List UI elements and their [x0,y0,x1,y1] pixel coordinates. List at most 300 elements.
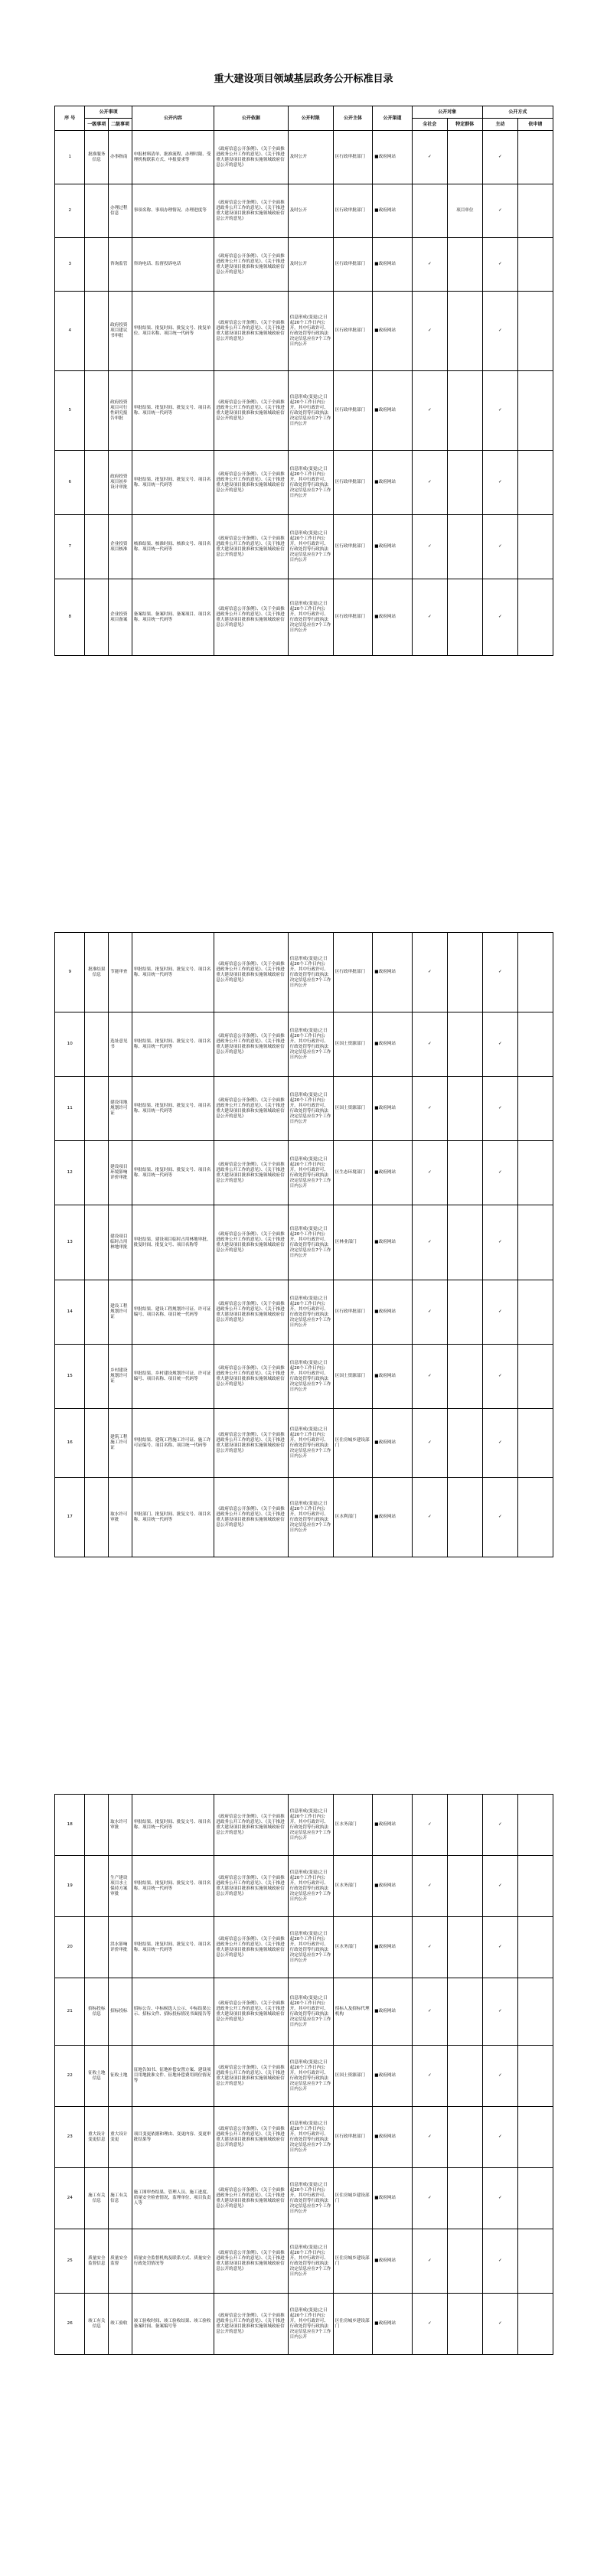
row-request-check [517,515,553,579]
row-level2: 政府投资项目初步设计审批 [109,451,132,515]
row-level2: 政府投资项目建议书审批 [109,292,132,371]
row-channel: ■政府网站 [373,933,413,1012]
row-channel: ■政府网站 [373,515,413,579]
row-channel: ■政府网站 [373,1141,413,1205]
row-subject: 区国土资源部门 [333,2046,373,2107]
row-active-check: ✓ [482,1077,517,1141]
header-seq: 序 号 [55,106,85,131]
row-seq: 13 [55,1205,85,1280]
row-time: 信息形成(变更)之日起20个工作日内公开。其中行政许可、行政处罚等行政执法决定信息应在7个工作日内公开 [288,1917,333,1978]
row-seq: 9 [55,933,85,1012]
row-all-check: ✓ [412,2168,447,2229]
row-all-check [412,184,447,238]
table-row [55,2294,553,2355]
row-subject: 区住房城乡建设部门 [333,2168,373,2229]
row-active-check: ✓ [482,1478,517,1557]
row-request-check [517,2168,553,2229]
header-subject: 公开主体 [333,106,373,131]
row-level2: 建设工程规划许可证 [109,1280,132,1345]
header-active: 主动 [482,119,517,131]
table-row [55,1141,553,1205]
row-active-check: ✓ [482,2168,517,2229]
row-subject: 区行政审批部门 [333,1280,373,1345]
row-all-check: ✓ [412,1795,447,1856]
row-time: 信息形成(变更)之日起20个工作日内公开。其中行政许可、行政处罚等行政执法决定信息应在7个工作日内公开 [288,1280,333,1345]
row-seq: 10 [55,1012,85,1077]
row-active-check: ✓ [482,1978,517,2046]
row-level1 [85,1280,109,1345]
row-content: 审批结果、批复时间、批复文号、项目名称、项目统一代码等 [132,1077,214,1141]
row-level1 [85,1856,109,1917]
table-row [55,1978,553,2046]
row-level2: 征收土地 [109,2046,132,2107]
row-basis: 《政府信息公开条例》、《关于全面推进政务公开工作的意见》、《关于推进重大建设项目批准和实施领域政府信息公开的意见》 [214,1205,288,1280]
row-request-check [517,1077,553,1141]
row-level2: 洪水影响评价审批 [109,1917,132,1978]
row-content: 核准结果、核准时间、核准文号、项目名称、项目统一代码等 [132,515,214,579]
row-request-check [517,1409,553,1478]
row-subject: 区行政审批部门 [333,2107,373,2168]
row-seq: 16 [55,1409,85,1478]
row-active-check: ✓ [482,1409,517,1478]
row-content: 申报材料清单、批准流程、办理时限、受理机构联系方式、申报要求等 [132,131,214,184]
row-active-check: ✓ [482,515,517,579]
row-channel: ■政府网站 [373,131,413,184]
row-content: 竣工验收时间、竣工验收结果、竣工验收备案时间、备案编号等 [132,2294,214,2355]
row-all-check: ✓ [412,1141,447,1205]
row-subject: 区水务部门 [333,1795,373,1856]
row-seq: 6 [55,451,85,515]
row-time: 信息形成(变更)之日起20个工作日内公开。其中行政许可、行政处罚等行政执法决定信息应在7个工作日内公开 [288,2168,333,2229]
row-seq: 1 [55,131,85,184]
row-content: 审批结果、批复时间、批复文号、批复单位、项目名称、项目统一代码等 [132,292,214,371]
row-specific [447,292,482,371]
row-active-check: ✓ [482,371,517,451]
page-title: 重大建设项目领域基层政务公开标准目录 [214,73,393,85]
row-seq: 24 [55,2168,85,2229]
row-level2: 重大设计变更 [109,2107,132,2168]
row-specific [447,1856,482,1917]
row-basis: 《政府信息公开条例》、《关于全面推进政务公开工作的意见》、《关于推进重大建设项目批准和实施领域政府信息公开的意见》 [214,1345,288,1409]
row-active-check: ✓ [482,1205,517,1280]
row-channel: ■政府网站 [373,184,413,238]
row-channel: ■政府网站 [373,1012,413,1077]
row-active-check: ✓ [482,292,517,371]
row-basis: 《政府信息公开条例》、《关于全面推进政务公开工作的意见》、《关于推进重大建设项目批准和实施领域政府信息公开的意见》 [214,292,288,371]
row-level1 [85,238,109,292]
row-content: 招标公告、中标候选人公示、中标结果公示、招标文件、招标投标情况书面报告等 [132,1978,214,2046]
row-specific [447,933,482,1012]
row-basis: 《政府信息公开条例》、《关于全面推进政务公开工作的意见》、《关于推进重大建设项目批准和实施领域政府信息公开的意见》 [214,515,288,579]
row-level1: 征收土地信息 [85,2046,109,2107]
row-all-check: ✓ [412,1856,447,1917]
row-active-check: ✓ [482,131,517,184]
row-subject: 区国土资源部门 [333,1345,373,1409]
row-time: 信息形成(变更)之日起20个工作日内公开。其中行政许可、行政处罚等行政执法决定信息应在7个工作日内公开 [288,1409,333,1478]
row-seq: 18 [55,1795,85,1856]
header-item: 公开事项 [85,106,132,119]
table-row [55,1409,553,1478]
row-time: 信息形成(变更)之日起20个工作日内公开。其中行政许可、行政处罚等行政执法决定信息应在7个工作日内公开 [288,1012,333,1077]
row-seq: 14 [55,1280,85,1345]
row-active-check: ✓ [482,933,517,1012]
row-channel: ■政府网站 [373,2046,413,2107]
row-request-check [517,1917,553,1978]
row-channel: ■政府网站 [373,292,413,371]
row-time: 信息形成(变更)之日起20个工作日内公开。其中行政许可、行政处罚等行政执法决定信息应在7个工作日内公开 [288,1205,333,1280]
row-basis: 《政府信息公开条例》、《关于全面推进政务公开工作的意见》、《关于推进重大建设项目批准和实施领域政府信息公开的意见》 [214,2229,288,2294]
row-level1: 竣工有关信息 [85,2294,109,2355]
row-level1 [85,1205,109,1280]
row-level1 [85,1141,109,1205]
row-active-check: ✓ [482,1917,517,1978]
row-basis: 《政府信息公开条例》、《关于全面推进政务公开工作的意见》、《关于推进重大建设项目批准和实施领域政府信息公开的意见》 [214,1077,288,1141]
row-all-check: ✓ [412,1205,447,1280]
row-basis: 《政府信息公开条例》、《关于全面推进政务公开工作的意见》、《关于推进重大建设项目批准和实施领域政府信息公开的意见》 [214,371,288,451]
row-level2: 建设用地规划许可证 [109,1077,132,1141]
row-level1 [85,1012,109,1077]
row-seq: 7 [55,515,85,579]
row-content: 审批结果、批复时间、批复文号、项目名称、项目统一代码等 [132,933,214,1012]
row-time: 及时公开 [288,184,333,238]
row-time: 信息形成(变更)之日起20个工作日内公开。其中行政许可、行政处罚等行政执法决定信息应在7个工作日内公开 [288,1077,333,1141]
row-subject: 区水利部门 [333,1478,373,1557]
row-channel: ■政府网站 [373,1856,413,1917]
row-level2: 节能审查 [109,933,132,1012]
row-level1: 批准服务信息 [85,131,109,184]
row-basis: 《政府信息公开条例》、《关于全面推进政务公开工作的意见》、《关于推进重大建设项目批准和实施领域政府信息公开的意见》 [214,1280,288,1345]
table-row [55,579,553,656]
row-time: 信息形成(变更)之日起20个工作日内公开。其中行政许可、行政处罚等行政执法决定信息应在7个工作日内公开 [288,1978,333,2046]
row-active-check: ✓ [482,1345,517,1409]
row-seq: 8 [55,579,85,656]
row-request-check [517,371,553,451]
row-channel: ■政府网站 [373,579,413,656]
table-row [55,2229,553,2294]
row-time: 信息形成(变更)之日起20个工作日内公开。其中行政许可、行政处罚等行政执法决定信息应在7个工作日内公开 [288,2229,333,2294]
row-time: 信息形成(变更)之日起20个工作日内公开。其中行政许可、行政处罚等行政执法决定信息应在7个工作日内公开 [288,2107,333,2168]
row-level2: 企业投资项目核准 [109,515,132,579]
row-seq: 22 [55,2046,85,2107]
row-channel: ■政府网站 [373,371,413,451]
row-content: 征地告知书、征地补偿安置方案、建设项目用地批准文件、征地补偿费用到位情况等 [132,2046,214,2107]
row-all-check: ✓ [412,451,447,515]
row-request-check [517,933,553,1012]
row-level2: 质量安全监督 [109,2229,132,2294]
row-active-check: ✓ [482,2046,517,2107]
row-content: 施工图审查结果、管理人员、施工进度、质量安全检查情况、监理单位、项目负责人等 [132,2168,214,2229]
row-level1 [85,1478,109,1557]
row-request-check [517,131,553,184]
row-request-check [517,1141,553,1205]
row-active-check: ✓ [482,1012,517,1077]
row-seq: 11 [55,1077,85,1141]
row-channel: ■政府网站 [373,1795,413,1856]
row-specific [447,1012,482,1077]
row-seq: 2 [55,184,85,238]
row-request-check [517,1795,553,1856]
row-time: 信息形成(变更)之日起20个工作日内公开。其中行政许可、行政处罚等行政执法决定信息应在7个工作日内公开 [288,1856,333,1917]
row-level1 [85,184,109,238]
row-channel: ■政府网站 [373,1478,413,1557]
row-request-check [517,1978,553,2046]
table-row [55,292,553,371]
row-level2: 企业投资项目备案 [109,579,132,656]
row-level2: 取水许可审批 [109,1478,132,1557]
row-request-check [517,1478,553,1557]
row-seq: 5 [55,371,85,451]
row-seq: 17 [55,1478,85,1557]
row-subject: 区行政审批部门 [333,515,373,579]
row-all-check: ✓ [412,238,447,292]
row-content: 备案结果、备案时间、备案项目、项目名称、项目统一代码等 [132,579,214,656]
header-method: 公开方式 [482,106,553,119]
row-all-check: ✓ [412,2294,447,2355]
row-specific [447,2107,482,2168]
row-channel: ■政府网站 [373,1409,413,1478]
row-seq: 4 [55,292,85,371]
row-level2: 办理过程信息 [109,184,132,238]
row-all-check: ✓ [412,1280,447,1345]
table-row [55,1012,553,1077]
row-level2: 取水许可审批 [109,1795,132,1856]
row-seq: 25 [55,2229,85,2294]
row-channel: ■政府网站 [373,1280,413,1345]
row-level1: 施工有关信息 [85,2168,109,2229]
catalog-table-page-3 [54,1794,553,2355]
row-level1: 质量安全监督信息 [85,2229,109,2294]
row-content: 审批结果、建设工程规划许可证、许可证编号、项目名称、项目统一代码等 [132,1280,214,1345]
row-request-check [517,2107,553,2168]
row-channel: ■政府网站 [373,238,413,292]
row-content: 审批结果、建筑工程施工许可证、施工许可证编号、项目名称、项目统一代码等 [132,1409,214,1478]
row-level1: 招标投标信息 [85,1978,109,2046]
row-specific: 项目单位 [447,184,482,238]
row-subject: 区水务部门 [333,1917,373,1978]
row-subject: 区行政审批部门 [333,579,373,656]
row-request-check [517,184,553,238]
row-all-check: ✓ [412,371,447,451]
header-basis: 公开依据 [214,106,288,131]
row-all-check: ✓ [412,2229,447,2294]
row-content: 审批部门、批复时间、批复文号、项目名称、项目统一代码等 [132,1478,214,1557]
row-basis: 《政府信息公开条例》、《关于全面推进政务公开工作的意见》、《关于推进重大建设项目批准和实施领域政府信息公开的意见》 [214,579,288,656]
row-active-check: ✓ [482,451,517,515]
row-content: 项目变更依据和理由、变更内容、变更审批结果等 [132,2107,214,2168]
row-subject: 区行政审批部门 [333,238,373,292]
row-specific [447,2294,482,2355]
row-subject: 区行政审批部门 [333,451,373,515]
row-specific [447,1795,482,1856]
row-basis: 《政府信息公开条例》、《关于全面推进政务公开工作的意见》、《关于推进重大建设项目批准和实施领域政府信息公开的意见》 [214,2294,288,2355]
row-content: 审批结果、批复时间、批复文号、项目名称、项目统一代码等 [132,371,214,451]
row-level2: 施工有关信息 [109,2168,132,2229]
header-request: 依申请 [517,119,553,131]
row-seq: 23 [55,2107,85,2168]
row-channel: ■政府网站 [373,451,413,515]
row-all-check: ✓ [412,1917,447,1978]
row-request-check [517,1280,553,1345]
row-active-check: ✓ [482,579,517,656]
row-specific [447,2229,482,2294]
row-content: 审批结果、建设项目临时占用林地审批、批复时间、批复文号、项目名称等 [132,1205,214,1280]
row-all-check: ✓ [412,515,447,579]
row-request-check [517,2046,553,2107]
row-time: 及时公开 [288,238,333,292]
table-row [55,1205,553,1280]
row-request-check [517,579,553,656]
row-all-check: ✓ [412,579,447,656]
table-row [55,184,553,238]
row-level1 [85,1917,109,1978]
row-level2: 建设项目临时占用林地审批 [109,1205,132,1280]
row-basis: 《政府信息公开条例》、《关于全面推进政务公开工作的意见》、《关于推进重大建设项目批准和实施领域政府信息公开的意见》 [214,1978,288,2046]
row-time: 信息形成(变更)之日起20个工作日内公开。其中行政许可、行政处罚等行政执法决定信息应在7个工作日内公开 [288,1795,333,1856]
row-all-check: ✓ [412,1409,447,1478]
row-subject: 区行政审批部门 [333,292,373,371]
row-all-check: ✓ [412,1478,447,1557]
row-specific [447,451,482,515]
row-specific [447,515,482,579]
row-time: 信息形成(变更)之日起20个工作日内公开。其中行政许可、行政处罚等行政执法决定信息应在7个工作日内公开 [288,2046,333,2107]
row-level1 [85,451,109,515]
row-level2: 乡村建设规划许可证 [109,1345,132,1409]
row-level2: 招标投标 [109,1978,132,2046]
row-active-check: ✓ [482,1280,517,1345]
table-row [55,933,553,1012]
row-channel: ■政府网站 [373,2294,413,2355]
table-row [55,2046,553,2107]
row-time: 信息形成(变更)之日起20个工作日内公开。其中行政许可、行政处罚等行政执法决定信息应在7个工作日内公开 [288,292,333,371]
row-level1 [85,515,109,579]
row-basis: 《政府信息公开条例》、《关于全面推进政务公开工作的意见》、《关于推进重大建设项目批准和实施领域政府信息公开的意见》 [214,1478,288,1557]
row-content: 事项名称、事项办理情况、办理进度等 [132,184,214,238]
row-level1 [85,371,109,451]
row-specific [447,1077,482,1141]
row-level1 [85,1795,109,1856]
row-time: 信息形成(变更)之日起20个工作日内公开。其中行政许可、行政处罚等行政执法决定信息应在7个工作日内公开 [288,933,333,1012]
row-time: 信息形成(变更)之日起20个工作日内公开。其中行政许可、行政处罚等行政执法决定信息应在7个工作日内公开 [288,515,333,579]
row-subject: 区生态环境部门 [333,1141,373,1205]
row-seq: 20 [55,1917,85,1978]
row-channel: ■政府网站 [373,2107,413,2168]
row-seq: 19 [55,1856,85,1917]
row-content: 审批结果、批复时间、批复文号、项目名称、项目统一代码等 [132,1856,214,1917]
row-all-check: ✓ [412,131,447,184]
row-time: 信息形成(变更)之日起20个工作日内公开。其中行政许可、行政处罚等行政执法决定信息应在7个工作日内公开 [288,1478,333,1557]
table-row [55,1795,553,1856]
header-level2: 二级事项 [109,119,132,131]
table-row [55,1917,553,1978]
row-active-check: ✓ [482,1141,517,1205]
row-subject: 区住房城乡建设部门 [333,2229,373,2294]
row-basis: 《政府信息公开条例》、《关于全面推进政务公开工作的意见》、《关于推进重大建设项目批准和实施领域政府信息公开的意见》 [214,184,288,238]
header-content: 公开内容 [132,106,214,131]
row-all-check: ✓ [412,2046,447,2107]
row-specific [447,2046,482,2107]
row-time: 信息形成(变更)之日起20个工作日内公开。其中行政许可、行政处罚等行政执法决定信息应在7个工作日内公开 [288,451,333,515]
row-active-check: ✓ [482,2294,517,2355]
row-channel: ■政府网站 [373,2229,413,2294]
table-row [55,515,553,579]
row-basis: 《政府信息公开条例》、《关于全面推进政务公开工作的意见》、《关于推进重大建设项目批准和实施领域政府信息公开的意见》 [214,1409,288,1478]
table-row [55,371,553,451]
table-row [55,1280,553,1345]
row-all-check: ✓ [412,1077,447,1141]
row-seq: 26 [55,2294,85,2355]
row-basis: 《政府信息公开条例》、《关于全面推进政务公开工作的意见》、《关于推进重大建设项目批准和实施领域政府信息公开的意见》 [214,933,288,1012]
row-content: 质量安全监督机构及联系方式、质量安全行政处罚情况等 [132,2229,214,2294]
table-row [55,451,553,515]
row-level2: 政府投资项目可行性研究报告审批 [109,371,132,451]
row-subject: 区行政审批部门 [333,131,373,184]
row-specific [447,1478,482,1557]
row-time: 信息形成(变更)之日起20个工作日内公开。其中行政许可、行政处罚等行政执法决定信息应在7个工作日内公开 [288,371,333,451]
table-row [55,131,553,184]
row-subject: 区住房城乡建设部门 [333,1409,373,1478]
row-level1 [85,1345,109,1409]
row-request-check [517,1012,553,1077]
row-request-check [517,2229,553,2294]
row-level1: 重大设计变更信息 [85,2107,109,2168]
row-level1 [85,1409,109,1478]
row-channel: ■政府网站 [373,1205,413,1280]
row-basis: 《政府信息公开条例》、《关于全面推进政务公开工作的意见》、《关于推进重大建设项目批准和实施领域政府信息公开的意见》 [214,451,288,515]
row-level2: 办事指南 [109,131,132,184]
catalog-table-page-2 [54,932,553,1557]
row-active-check: ✓ [482,1856,517,1917]
row-specific [447,371,482,451]
row-content: 审批结果、乡村建设规划许可证、许可证编号、项目名称、项目统一代码等 [132,1345,214,1409]
row-subject: 区行政审批部门 [333,933,373,1012]
row-specific [447,1345,482,1409]
row-all-check: ✓ [412,933,447,1012]
header-level1: 一级事项 [85,119,109,131]
row-subject: 区住房城乡建设部门 [333,2294,373,2355]
header-time: 公开时限 [288,106,333,131]
row-specific [447,238,482,292]
table-row [55,2168,553,2229]
row-basis: 《政府信息公开条例》、《关于全面推进政务公开工作的意见》、《关于推进重大建设项目批准和实施领域政府信息公开的意见》 [214,1917,288,1978]
row-level1: 批准结果信息 [85,933,109,1012]
row-specific [447,1205,482,1280]
row-specific [447,1280,482,1345]
row-specific [447,1409,482,1478]
table-row [55,2107,553,2168]
row-all-check: ✓ [412,2107,447,2168]
row-time: 及时公开 [288,131,333,184]
row-level1 [85,1077,109,1141]
row-content: 审批结果、批复时间、批复文号、项目名称、项目统一代码等 [132,1012,214,1077]
row-basis: 《政府信息公开条例》、《关于全面推进政务公开工作的意见》、《关于推进重大建设项目批准和实施领域政府信息公开的意见》 [214,1012,288,1077]
row-basis: 《政府信息公开条例》、《关于全面推进政务公开工作的意见》、《关于推进重大建设项目批准和实施领域政府信息公开的意见》 [214,2107,288,2168]
row-request-check [517,2294,553,2355]
row-seq: 21 [55,1978,85,2046]
row-level2: 生产建设项目水土保持方案审批 [109,1856,132,1917]
row-basis: 《政府信息公开条例》、《关于全面推进政务公开工作的意见》、《关于推进重大建设项目批准和实施领域政府信息公开的意见》 [214,1856,288,1917]
row-active-check: ✓ [482,2107,517,2168]
row-seq: 3 [55,238,85,292]
row-level1 [85,579,109,656]
row-level2: 竣工验收 [109,2294,132,2355]
row-specific [447,579,482,656]
row-all-check: ✓ [412,1978,447,2046]
row-seq: 15 [55,1345,85,1409]
row-level2: 咨询监管 [109,238,132,292]
row-subject: 招标人及招标代理机构 [333,1978,373,2046]
row-basis: 《政府信息公开条例》、《关于全面推进政务公开工作的意见》、《关于推进重大建设项目批准和实施领域政府信息公开的意见》 [214,238,288,292]
row-subject: 区林业部门 [333,1205,373,1280]
